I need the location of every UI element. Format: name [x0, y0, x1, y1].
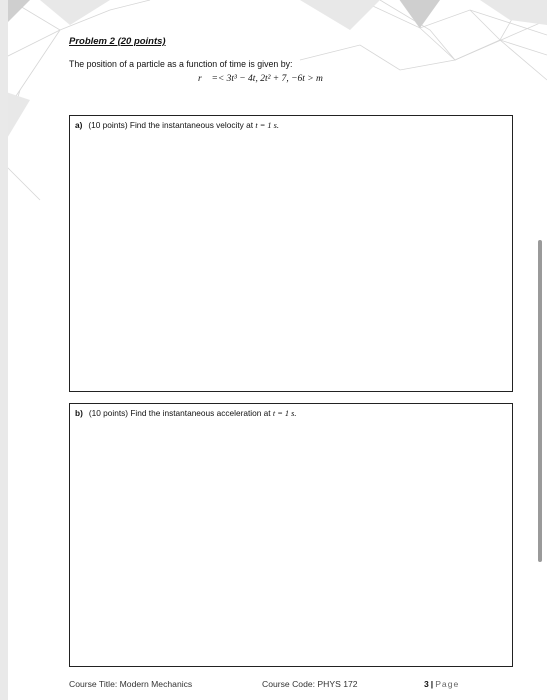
part-b-math: t = 1 s.: [272, 409, 297, 418]
vertical-scrollbar[interactable]: [538, 240, 542, 562]
footer-course-title: Course Title: Modern Mechanics: [69, 679, 193, 689]
page-word: Page: [435, 679, 460, 689]
part-a-label: a): [75, 120, 83, 130]
question-b: [75, 408, 296, 418]
problem-intro: The position of a particle as a function of time is given by:: [69, 59, 293, 69]
part-a-math: t = 1 s.: [255, 121, 279, 130]
page-separator: |: [430, 679, 434, 689]
page-left-edge: [0, 0, 8, 700]
footer-page-number: [424, 679, 459, 689]
question-a: [75, 120, 279, 130]
page-number: 3: [424, 679, 429, 689]
part-b-label: b): [75, 408, 83, 418]
part-a-text: (10 points) Find the instantaneous velocity at: [88, 120, 256, 130]
part-b-text: (10 points) Find the instantaneous acceleration at: [88, 408, 273, 418]
position-equation: r⃗ =< 3t³ − 4t, 2t² + 7, −6t > m: [198, 74, 323, 84]
footer-course-code: Course Code: PHYS 172: [262, 679, 358, 689]
answer-box-a[interactable]: [69, 115, 513, 392]
problem-title: Problem 2 (20 points): [69, 36, 166, 47]
answer-box-b[interactable]: [69, 403, 513, 667]
